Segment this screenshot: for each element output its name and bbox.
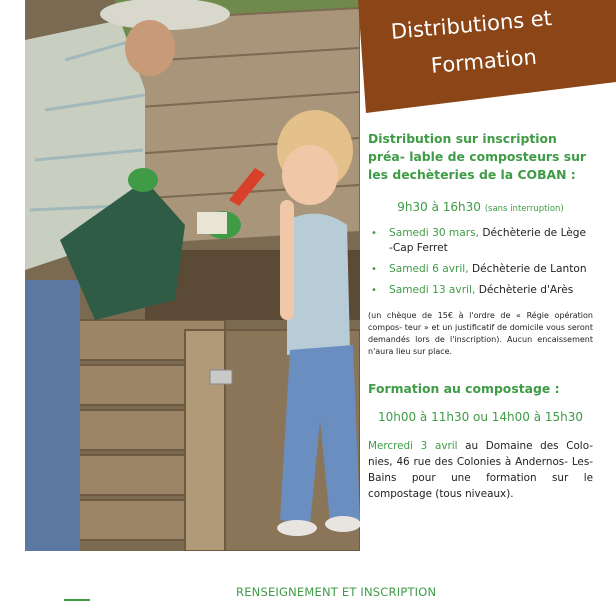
bullet-icon: •: [371, 228, 377, 239]
formation-text: au Domaine des Colo- nies, 46 rue des Colonies à Andernos- Les-Bains pour une formation sur le compostage (tous niveaux).: [368, 440, 593, 500]
distribution-hours-main: 9h30 à 16h30: [397, 200, 481, 214]
banner-title-line1: Distributions et: [390, 5, 553, 44]
compost-illustration: [25, 0, 360, 551]
formation-hours: 10h00 à 11h30 ou 14h00 à 15h30: [377, 410, 584, 424]
distribution-place: Déchèterie de Lège -Cap Ferret: [389, 227, 587, 254]
list-item: [368, 262, 593, 277]
formation-description: [368, 438, 593, 502]
formation-heading: Formation au compostage :: [368, 381, 560, 396]
banner-title-line2: Formation: [430, 44, 538, 78]
info-column: [368, 130, 593, 502]
bullet-icon: •: [371, 285, 377, 296]
compost-photo: [25, 0, 360, 551]
distribution-place: Déchèterie d'Arès: [478, 284, 574, 296]
distribution-hours-note: (sans interruption): [484, 204, 564, 214]
distribution-date: Samedi 30 mars,: [389, 227, 479, 239]
title-banner: [358, 0, 616, 115]
list-item: [368, 283, 593, 298]
distribution-hours: [368, 200, 593, 214]
distribution-date: Samedi 6 avril,: [389, 263, 469, 275]
registration-note: (un chèque de 15€ à l'ordre de « Régie opération compos- teur » et un justificatif de domicile vous seront demandés lors de l'inscription). Aucun encaissement n'aura lieu sur place.: [368, 311, 593, 356]
distribution-heading: Distribution sur inscription préa- lable de composteurs sur les dechèteries de la COBAN :: [368, 131, 587, 182]
bullet-icon: •: [371, 264, 377, 275]
list-item: [368, 226, 593, 256]
distribution-place: Déchèterie de Lanton: [471, 263, 587, 275]
distribution-dates-list: [368, 226, 593, 298]
formation-date: Mercredi 3 avril: [368, 440, 458, 452]
distribution-date: Samedi 13 avril,: [389, 284, 476, 296]
footer-title: RENSEIGNEMENT ET INSCRIPTION: [236, 585, 437, 599]
